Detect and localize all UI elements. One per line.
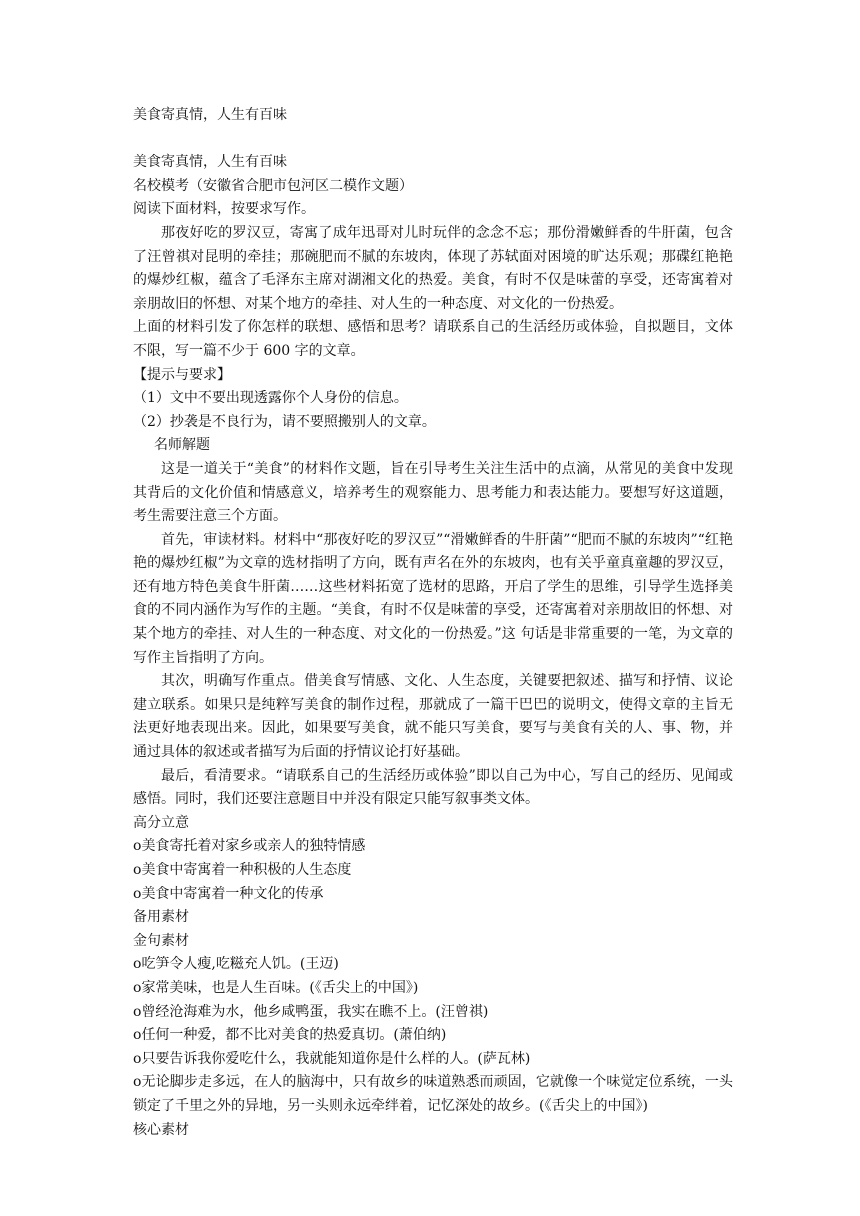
idea-item: o 美食中寄寓着一种积极的人生态度 [133,859,733,883]
analysis-heading: 名师解题 [154,437,210,454]
article-title: 美食寄真情，人生有百味 [133,154,287,171]
analysis-paragraph: 其次，明确写作重点。借美食写情感、文化、人生态度，关键要把叙述、描写和抒情、议论建立联系。如果只是纯粹写美食的制作过程，那就成了一篇干巴巴的说明文，使得文章的主旨无法更好地表现出来。因此，如果要写美食，就不能只写美食，要写与美食有关的人、事、物，并通过具体的叙述或者描写为后面的抒情议论打好基础。 [133,673,733,761]
tip-item: （2）抄袭是不良行为，请不要照搬别人的文章。 [133,413,436,430]
ideas-heading: 高分立意 [133,814,189,831]
quote-item: o 只要告诉我你爱吃什么，我就能知道你是什么样的人。(萨瓦林) [133,1048,733,1072]
quote-item: o 家常美味，也是人生百味。(《舌尖上的中国》) [133,977,733,1001]
instruction-line: 阅读下面材料，按要求写作。 [133,201,315,218]
material-paragraph: 那夜好吃的罗汉豆，寄寓了成年迅哥对儿时玩伴的念念不忘；那份滑嫩鲜香的牛肝菌，包含了汪曾祺对昆明的牵挂；那碗肥而不腻的东坡肉，体现了苏轼面对困境的旷达乐观；那碟红艳艳的爆炒红椒，蕴含了毛泽东主席对湖湘文化的热爱。美食，有时不仅是味蕾的享受，还寄寓着对亲朋故旧的怀想、对某个地方的牵挂、对人生的一种态度、对文化的一份热爱。 [133,224,733,312]
idea-item: o 美食寄托着对家乡或亲人的独特情感 [133,835,733,859]
quote-item: o 吃笋令人瘦,吃糍充人饥。(王迈) [133,953,733,977]
header-title: 美食寄真情，人生有百味 [133,107,287,123]
quotes-heading: 金句素材 [133,932,189,949]
quote-item: o 任何一种爱，都不比对美食的热爱真切。(萧伯纳) [133,1024,733,1048]
materials-heading: 备用素材 [133,909,189,926]
quote-item: o 无论脚步走多远，在人的脑海中，只有故乡的味道熟悉而顽固，它就像一个味觉定位系统，一头锁定了千里之外的异地，另一头则永远牵绊着，记忆深处的故乡。(《舌尖上的中国》) [133,1071,733,1118]
tips-heading: 【提示与要求】 [133,366,231,383]
tip-item: （1）文中不要出现透露你个人身份的信息。 [133,390,408,407]
task-paragraph: 上面的材料引发了你怎样的联想、感悟和思考？请联系自己的生活经历或体验，自拟题目，文体不限，写一篇不少于 600 字的文章。 [133,319,733,359]
document-page [133,104,733,1142]
analysis-paragraph: 这是一道关于“美食”的材料作文题，旨在引导考生关注生活中的点滴，从常见的美食中发现其背后的文化价值和情感意义，培养考生的观察能力、思考能力和表达能力。要想写好这道题，考生需要注意三个方面。 [133,460,733,525]
quote-item: o 曾经沧海难为水，他乡咸鸭蛋，我实在瞧不上。(汪曾祺) [133,1001,733,1025]
analysis-paragraph: 最后，看清要求。“请联系自己的生活经历或体验”即以自己为中心，写自己的经历、见闻或感悟。同时，我们还要注意题目中并没有限定只能写叙事类文体。 [133,767,733,808]
core-heading: 核心素材 [133,1121,189,1138]
idea-item: o 美食中寄寓着一种文化的传承 [133,883,733,907]
analysis-paragraph: 首先，审读材料。材料中“那夜好吃的罗汉豆”“滑嫩鲜香的牛肝菌”“肥而不腻的东坡肉”“红艳艳的爆炒红椒”为文章的选材指明了方向，既有声名在外的东坡肉，也有关乎童真童趣的罗汉豆，还有地方特色美食牛肝菌……这些材料拓宽了选材的思路，开启了学生的思维，引导学生选择美食的不同内涵作为写作的主题。“美食，有时不仅是味蕾的享受，还寄寓着对亲朋故旧的怀想、对某个地方的牵挂、对人生的一种态度、对文化的一份热爱。”这 句话是非常重要的一笔，为文章的写作主旨指明了方向。 [133,531,733,666]
source-line: 名校模考（安徽省合肥市包河区二模作文题） [133,177,413,194]
